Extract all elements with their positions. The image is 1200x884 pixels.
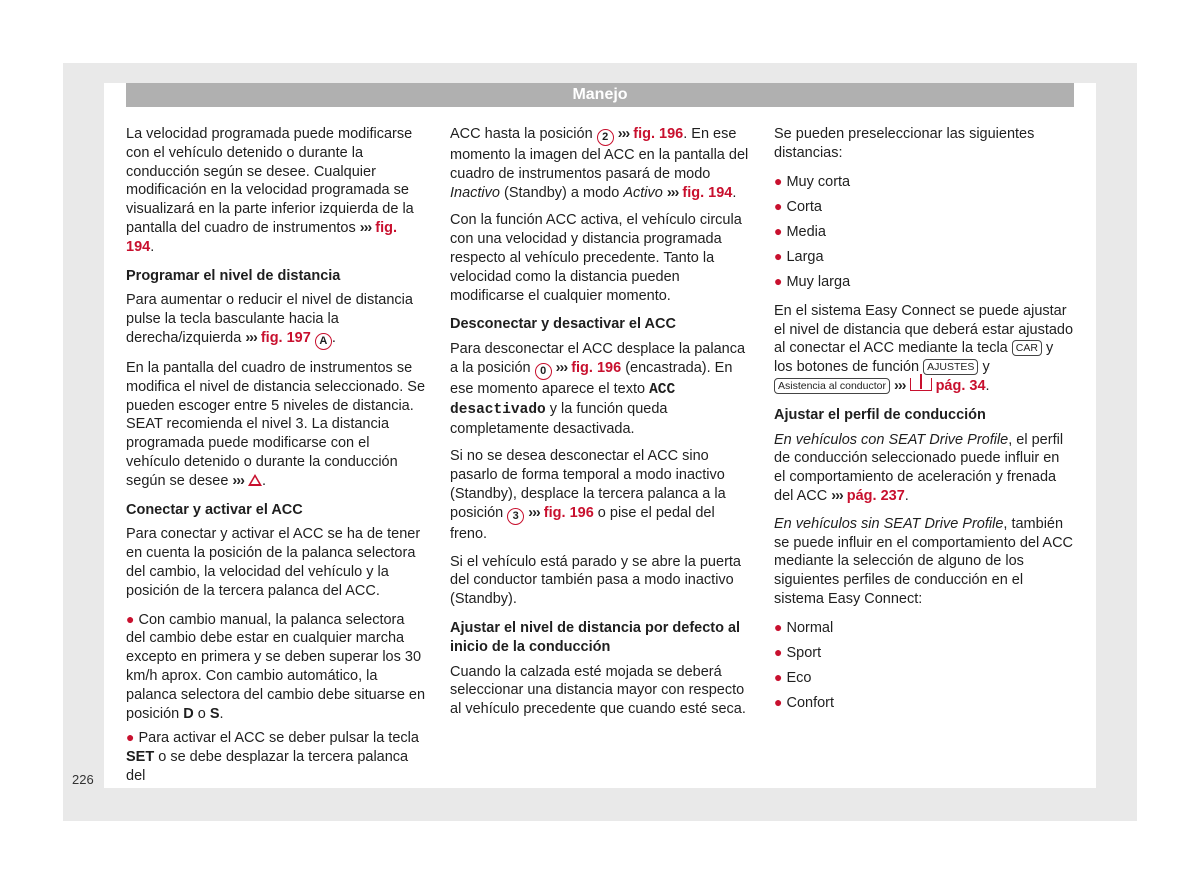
paragraph: Si no se desea desconectar el ACC sino pasarlo de forma temporal a modo inactivo (Standby), desplace la tercera palanca a la posición 3 ››› fig. 196 o pise el pedal del freno.	[450, 448, 726, 542]
profile-list	[774, 618, 1074, 713]
paragraph: En la pantalla del cuadro de instrumentos se modifica el nivel de distancia seleccionado. Se pueden escoger entre 5 niveles de distancia. SEAT recomienda el nivel 3. La distancia programada puede modificarse con el vehículo detenido o durante la conducción según se desee ››› .	[126, 359, 426, 489]
book-icon	[910, 378, 932, 391]
figure-link[interactable]: fig. 196	[543, 504, 594, 521]
list-item: ● Sport	[774, 643, 822, 661]
paragraph: En vehículos sin SEAT Drive Profile, también se puede influir en el comportamiento del ACC mediante la selección de alguno de los siguientes perfiles de conducción en el sistema Easy Connect:	[774, 515, 1074, 607]
figure-link[interactable]: fig. 194	[682, 184, 733, 201]
asistencia-button-label: Asistencia al conductor	[774, 378, 890, 394]
bullet-icon: ●	[774, 197, 783, 214]
bullet-item: ● Con cambio manual, la palanca selectora del cambio debe estar en cualquier marcha excepto en primera y se deben superar los 30 km/h aprox. Con cambio automático, la palanca selectora del cambio debe situarse en posición D o S.	[126, 610, 426, 722]
see-arrows-icon: ›››	[666, 184, 679, 201]
bullet-icon: ●	[774, 694, 783, 710]
paragraph: En el sistema Easy Connect se puede ajustar el nivel de distancia que deberá estar ajustado al conectar el ACC mediante la tecla CAR y los botones de función AJUSTES y Asistencia al conductor ››› pág. 34.	[774, 302, 1074, 394]
figure-link[interactable]: fig. 197	[260, 329, 311, 346]
distance-list	[774, 172, 1074, 292]
paragraph: ACC hasta la posición 2 ››› fig. 196. En ese momento la imagen del ACC en la pantalla del cuadro de instrumentos pasará de modo Inactivo (Standby) a modo Activo ››› fig. 194.	[450, 126, 749, 201]
section-header	[126, 83, 1074, 107]
paragraph: Con la función ACC activa, el vehículo circula con una velocidad y distancia programada respecto al vehículo precedente. Tanto la velocidad como la distancia pueden modificarse el cualquier momento.	[450, 212, 742, 304]
bullet-item: ● Para activar el ACC se deber pulsar la tecla SET o se debe desplazar la tercera palanca del	[126, 729, 419, 784]
paragraph: Cuando la calzada esté mojada se deberá seleccionar una distancia mayor con respecto al vehículo precedente que cuando esté seca.	[450, 663, 746, 718]
figure-link[interactable]: fig. 196	[571, 359, 622, 376]
section-heading: Ajustar el perfil de conducción	[774, 406, 986, 423]
paragraph: La velocidad programada puede modificarse con el vehículo detenido o durante la conducción según se desee. Cualquier modificación en la velocidad programada se visualizará en la parte inferior izquierda de la pantalla del cuadro de instrumentos ››› fig. 194.	[126, 126, 414, 255]
section-title: Manejo	[572, 86, 628, 103]
display-text: ACC desactivado	[450, 381, 676, 418]
page-number: 226	[72, 772, 94, 787]
list-item: ● Eco	[774, 668, 812, 686]
see-arrows-icon: ›››	[245, 329, 257, 346]
list-item: ● Muy corta	[774, 172, 851, 190]
section-heading: Programar el nivel de distancia	[126, 267, 341, 284]
bullet-icon: ●	[774, 668, 783, 685]
section-heading: Ajustar el nivel de distancia por defecto al inicio de la conducción	[450, 619, 741, 655]
paragraph: Si el vehículo está parado y se abre la puerta del conductor también pasa a modo inactivo (Standby).	[450, 553, 741, 608]
paragraph: Para desconectar el ACC desplace la palanca a la posición 0 ››› fig. 196 (encastrada). En ese momento aparece el texto ACC desactivado y la función queda completamente desactivada.	[450, 341, 746, 437]
see-arrows-icon: ›››	[359, 219, 372, 236]
bullet-icon: ●	[774, 643, 783, 660]
column-2	[450, 125, 752, 728]
see-arrows-icon: ›››	[894, 377, 906, 394]
callout-circle: 3	[507, 508, 524, 525]
bullet-icon: ●	[126, 610, 135, 627]
column-3	[774, 125, 1074, 723]
section-heading: Conectar y activar el ACC	[126, 501, 303, 518]
list-item: ● Larga	[774, 247, 824, 265]
callout-circle: A	[315, 333, 332, 350]
see-arrows-icon: ›››	[617, 126, 630, 142]
set-key-label: SET	[126, 749, 155, 766]
paragraph: Para aumentar o reducir el nivel de distancia pulse la tecla basculante hacia la derecha/izquierda ››› fig. 197 A .	[126, 291, 426, 350]
callout-circle: 0	[535, 363, 552, 380]
figure-link[interactable]: fig. 196	[633, 126, 684, 142]
bullet-icon: ●	[774, 272, 783, 289]
figure-link[interactable]: fig. 194	[126, 219, 398, 255]
column-1	[126, 125, 426, 795]
list-item: ● Muy larga	[774, 272, 851, 290]
ajustes-button-label: AJUSTES	[923, 359, 978, 375]
list-item: ● Normal	[774, 618, 834, 636]
see-arrows-icon: ›››	[232, 472, 244, 489]
paragraph: Se pueden preseleccionar las siguientes distancias:	[774, 126, 1035, 161]
bullet-icon: ●	[774, 222, 783, 239]
paragraph: Para conectar y activar el ACC se ha de tener en cuenta la posición de la palanca selectora del cambio, la velocidad del vehículo y la posición de la tercera palanca del ACC.	[126, 526, 421, 599]
page-link[interactable]: pág. 34	[935, 377, 986, 394]
list-item: ● Corta	[774, 197, 822, 215]
bullet-icon: ●	[774, 618, 783, 635]
car-key-icon: CAR	[1012, 340, 1042, 356]
section-heading: Desconectar y desactivar el ACC	[450, 316, 676, 333]
warning-icon[interactable]	[248, 474, 262, 486]
paragraph: En vehículos con SEAT Drive Profile, el perfil de conducción seleccionado puede influir en el comportamiento de aceleración y frenada del ACC ››› pág. 237.	[774, 431, 1064, 504]
bullet-icon: ●	[774, 247, 783, 264]
see-arrows-icon: ›››	[831, 487, 843, 504]
list-item: ● Confort	[774, 694, 835, 711]
bullet-icon: ●	[774, 172, 783, 189]
callout-circle: 2	[597, 129, 614, 146]
list-item: ● Media	[774, 222, 826, 240]
bullet-icon: ●	[126, 729, 135, 746]
see-arrows-icon: ›››	[555, 359, 568, 376]
page-link[interactable]: pág. 237	[846, 487, 905, 504]
see-arrows-icon: ›››	[528, 504, 540, 521]
